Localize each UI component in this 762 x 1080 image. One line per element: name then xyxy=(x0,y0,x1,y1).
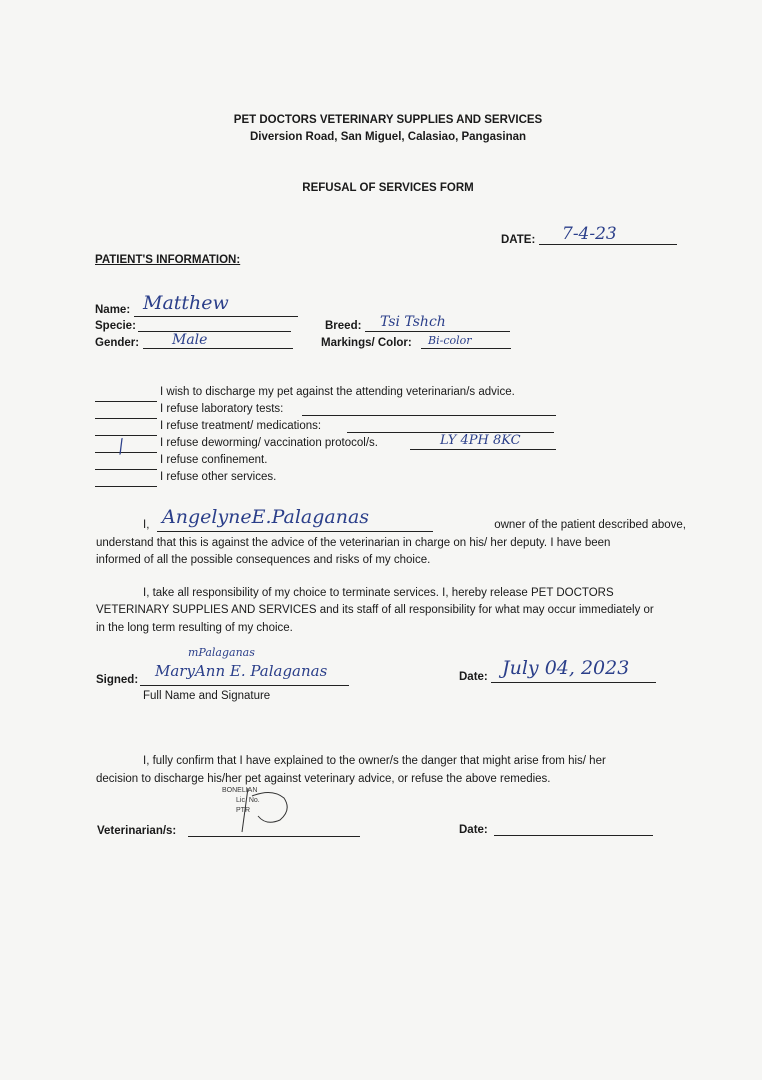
refusal-item: I refuse treatment/ medications: xyxy=(160,420,322,432)
markings-line xyxy=(421,348,511,349)
signed-date-handwritten: July 04, 2023 xyxy=(502,657,630,679)
vet-label: Veterinarian/s: xyxy=(97,825,177,837)
form-title: REFUSAL OF SERVICES FORM xyxy=(302,182,474,194)
breed-handwritten: Tsi Tshch xyxy=(380,314,446,330)
signature-line xyxy=(140,685,349,686)
refusal-item: I refuse confinement. xyxy=(160,454,268,466)
confirmation-line1: I, fully confirm that I have explained to the owner/s the danger that might arise from his/ her xyxy=(143,755,606,767)
stamp-scribble xyxy=(222,786,302,834)
signature-top-handwritten: mPalaganas xyxy=(188,646,255,659)
org-address: Diversion Road, San Miguel, Calasiao, Pangasinan xyxy=(249,131,527,143)
vet-line xyxy=(188,836,360,837)
markings-label: Markings/ Color: xyxy=(321,337,412,349)
org-name: PET DOCTORS VETERINARY SUPPLIES AND SERVICES xyxy=(233,114,543,126)
owner-prefix: I, xyxy=(143,519,150,531)
confirmation-line2: decision to discharge his/her pet against veterinary advice, or refuse the above remedies. xyxy=(96,773,551,785)
refusal-check-line xyxy=(95,486,157,487)
refusal-fill-line xyxy=(410,449,556,450)
specie-label: Specie: xyxy=(95,320,136,332)
signature-handwritten: MaryAnn E. Palaganas xyxy=(155,662,328,680)
refusal-check-line xyxy=(95,435,157,436)
date-line xyxy=(539,244,677,245)
owner-name-handwritten: AngelyneE.Palaganas xyxy=(162,506,370,528)
name-handwritten: Matthew xyxy=(143,292,229,314)
responsibility-line3: in the long term resulting of my choice. xyxy=(96,622,293,634)
refusal-item: I refuse deworming/ vaccination protocol/s. xyxy=(160,437,378,449)
refusal-item: I refuse other services. xyxy=(160,471,277,483)
breed-line xyxy=(365,331,510,332)
checkmark-handwritten: / xyxy=(114,435,128,458)
owner-name-line xyxy=(157,531,433,532)
date-label: DATE: xyxy=(501,234,536,246)
stamp-lic: Lic. No. xyxy=(236,797,260,804)
stamp-ptr: PTR xyxy=(236,807,250,814)
stamp-name: BONELIAN xyxy=(222,787,258,794)
gender-handwritten: Male xyxy=(172,332,208,348)
gender-line xyxy=(143,348,293,349)
date-handwritten: 7-4-23 xyxy=(562,224,617,244)
vet-date-label: Date: xyxy=(459,824,488,836)
vaccine-handwritten: LY 4PH 8KC xyxy=(440,433,521,448)
gender-label: Gender: xyxy=(95,337,140,349)
refusal-check-line xyxy=(95,469,157,470)
specie-line xyxy=(138,331,291,332)
refusal-item: I wish to discharge my pet against the attending veterinarian/s advice. xyxy=(160,386,515,398)
responsibility-line1: I, take all responsibility of my choice to terminate services. I, hereby release PET DOCTORS xyxy=(143,587,614,599)
signed-date-label: Date: xyxy=(459,671,488,683)
refusal-check-line xyxy=(95,418,157,419)
markings-handwritten: Bi-color xyxy=(428,334,472,347)
owner-line1-rest: owner of the patient described above, xyxy=(494,519,686,531)
vet-date-line xyxy=(494,835,653,836)
signed-label: Signed: xyxy=(96,674,139,686)
signature-caption: Full Name and Signature xyxy=(143,690,271,702)
responsibility-line2: VETERINARY SUPPLIES AND SERVICES and its staff of all responsibility for what may occur immediately or xyxy=(96,604,654,616)
owner-line2: understand that this is against the advice of the veterinarian in charge on his/ her deputy. I have been xyxy=(96,537,611,549)
name-label: Name: xyxy=(95,304,131,316)
name-line xyxy=(134,316,298,317)
patient-info-heading: PATIENT'S INFORMATION: xyxy=(95,254,241,266)
breed-label: Breed: xyxy=(325,320,362,332)
refusal-item: I refuse laboratory tests: xyxy=(160,403,284,415)
signed-date-line xyxy=(491,682,656,683)
refusal-check-line xyxy=(95,401,157,402)
vet-stamp xyxy=(222,786,302,834)
owner-line3: informed of all the possible consequences and risks of my choice. xyxy=(96,554,431,566)
refusal-fill-line xyxy=(302,415,556,416)
